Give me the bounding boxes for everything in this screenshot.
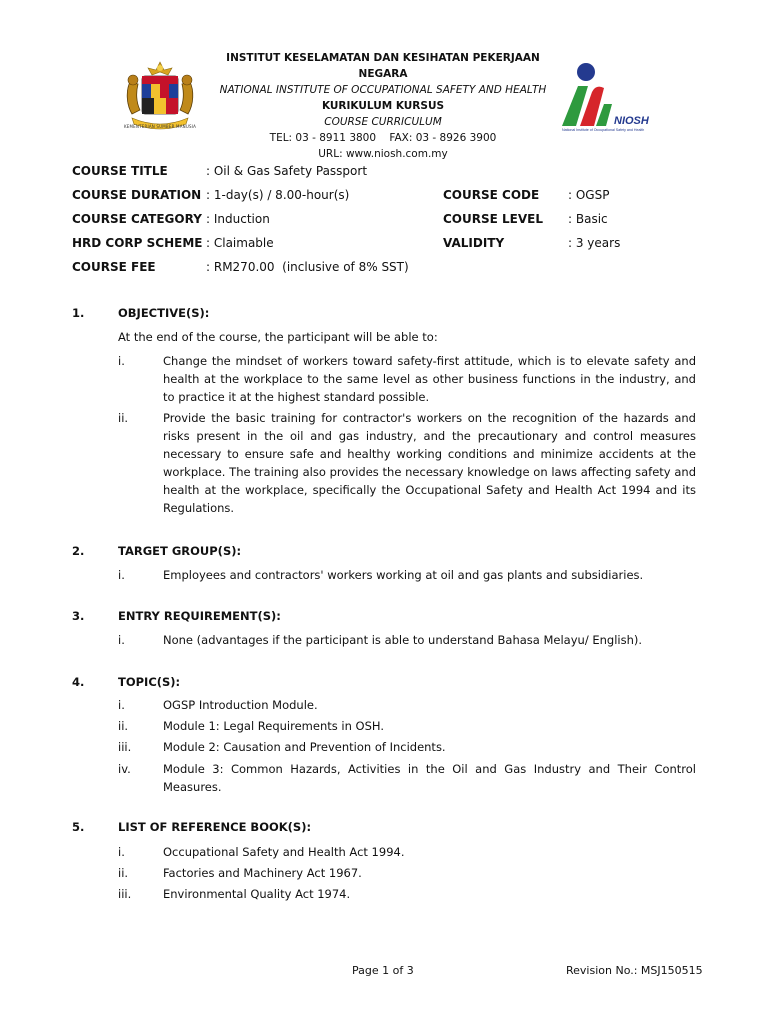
item-numeral: i.	[118, 698, 125, 712]
course-title-value: : Oil & Gas Safety Passport	[206, 164, 368, 178]
objectives-intro: At the end of the course, the participant will be able to:	[118, 330, 438, 344]
course-fee-label: COURSE FEE	[72, 260, 156, 274]
item-numeral: iv.	[118, 762, 131, 776]
hrd-scheme-label: HRD CORP SCHEME	[72, 236, 203, 250]
doc-title-english: COURSE CURRICULUM	[324, 116, 442, 128]
course-level-value: : Basic	[568, 212, 608, 226]
item-text: OGSP Introduction Module.	[163, 698, 318, 712]
org-name-malay: INSTITUT KESELAMATAN DAN KESIHATAN PEKERJAAN NEGARA	[226, 52, 540, 80]
section-title: LIST OF REFERENCE BOOK(S):	[118, 820, 312, 834]
course-duration-value: : 1-day(s) / 8.00-hour(s)	[206, 188, 350, 202]
item-text: Module 3: Common Hazards, Activities in the Oil and Gas Industry and Their Control Measures.	[163, 762, 696, 794]
section-title: OBJECTIVE(S):	[118, 306, 210, 320]
malaysia-crest-logo	[118, 60, 202, 134]
url-line: URL: www.niosh.com.my	[318, 148, 448, 160]
course-code-value: : OGSP	[568, 188, 610, 202]
course-title-label: COURSE TITLE	[72, 164, 168, 178]
item-text: Environmental Quality Act 1974.	[163, 887, 351, 901]
item-numeral: i.	[118, 568, 125, 582]
crest-icon	[118, 60, 202, 134]
validity-label: VALIDITY	[443, 236, 505, 250]
revision-number: Revision No.: MSJ150515	[566, 964, 703, 977]
section-number: 5.	[72, 820, 85, 834]
svg-text:NIOSH: NIOSH	[614, 115, 649, 127]
item-text: Factories and Machinery Act 1967.	[163, 866, 362, 880]
niosh-logo	[556, 60, 652, 132]
item-numeral: ii.	[118, 866, 129, 880]
item-text: Module 1: Legal Requirements in OSH.	[163, 719, 384, 733]
svg-text:National Institute of Occupati: National Institute of Occupational Safety and Health	[562, 128, 645, 132]
section-title: TOPIC(S):	[118, 675, 181, 689]
section-number: 1.	[72, 306, 85, 320]
document-header	[200, 50, 566, 162]
item-text: Occupational Safety and Health Act 1994.	[163, 845, 405, 859]
crest-caption: KEMENTERIAN SUMBER MANUSIA	[123, 124, 197, 129]
item-numeral: ii.	[118, 411, 129, 425]
item-numeral: iii.	[118, 887, 132, 901]
org-name-english: NATIONAL INSTITUTE OF OCCUPATIONAL SAFETY AND HEALTH	[219, 84, 547, 96]
item-numeral: iii.	[118, 740, 132, 754]
course-duration-label: COURSE DURATION	[72, 188, 202, 202]
item-numeral: ii.	[118, 719, 129, 733]
item-text: Change the mindset of workers toward safety-first attitude, which is to elevate safety and health at the workplace to the same level as other business functions in the industry, and to practice it at the highest standard possible.	[163, 354, 696, 404]
page-number: Page 1 of 3	[352, 964, 414, 977]
doc-title-malay: KURIKULUM KURSUS	[321, 100, 445, 112]
course-code-label: COURSE CODE	[443, 188, 540, 202]
hrd-scheme-value: : Claimable	[206, 236, 274, 250]
course-category-value: : Induction	[206, 212, 270, 226]
niosh-icon	[556, 60, 652, 132]
item-text: Provide the basic training for contractor's workers on the recognition of the hazards and risks present in the oil and gas industry, and the precautionary and control measures necessary to ensure safe and healthy working conditions and minimize accidents at the workplace. The training also provides the necessary knowledge on laws affecting safety and health at the workplace, specifically the Occupational Safety and Health Act 1994 and its Regulations.	[163, 411, 696, 515]
section-number: 3.	[72, 609, 85, 623]
section-title: ENTRY REQUIREMENT(S):	[118, 609, 281, 623]
section-title: TARGET GROUP(S):	[118, 544, 242, 558]
item-text: Module 2: Causation and Prevention of Incidents.	[163, 740, 446, 754]
item-numeral: i.	[118, 845, 125, 859]
section-number: 4.	[72, 675, 85, 689]
contact-line: TEL: 03 - 8911 3800 FAX: 03 - 8926 3900	[269, 132, 497, 144]
item-text: None (advantages if the participant is able to understand Bahasa Melayu/ English).	[163, 633, 643, 647]
item-numeral: i.	[118, 633, 125, 647]
item-numeral: i.	[118, 354, 125, 368]
course-level-label: COURSE LEVEL	[443, 212, 543, 226]
course-category-label: COURSE CATEGORY	[72, 212, 202, 226]
section-number: 2.	[72, 544, 85, 558]
course-fee-value: : RM270.00 (inclusive of 8% SST)	[206, 260, 409, 274]
item-text: Employees and contractors' workers working at oil and gas plants and subsidiaries.	[163, 568, 644, 582]
validity-value: : 3 years	[568, 236, 621, 250]
